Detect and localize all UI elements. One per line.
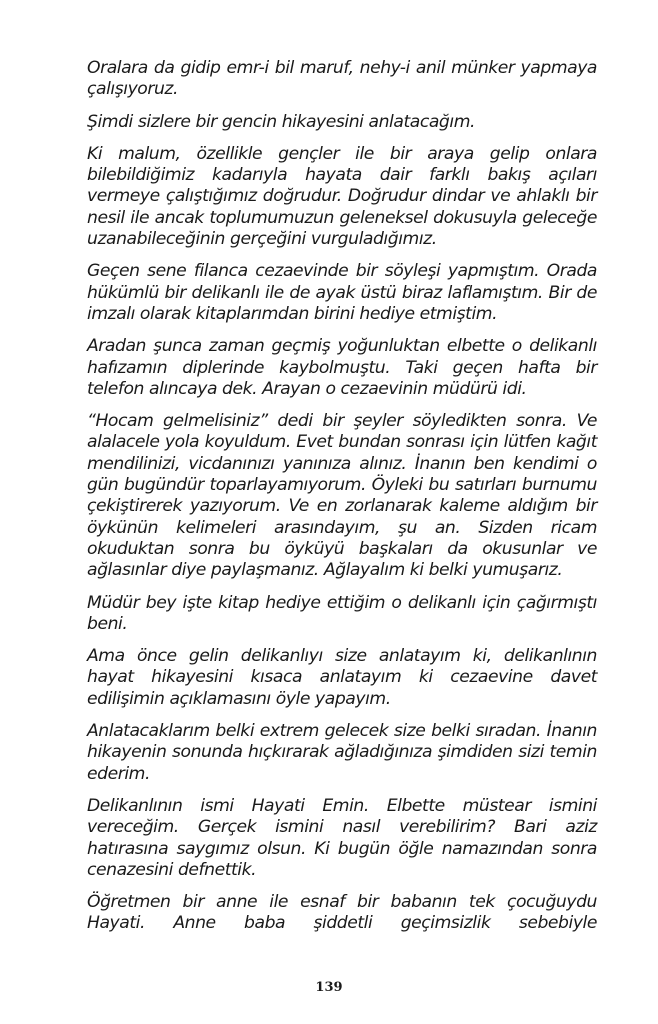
page-number: 139: [315, 980, 343, 995]
paragraph-4: Geçen sene filanca cezaevinde bir söyleşi yapmıştım. Orada hükümlü bir delikanlı ile de ayak üstü biraz laflamıştım. Bir de imzalı olarak kitaplarımdan birini hediye etmiştim.: [87, 261, 597, 324]
paragraph-11: Öğretmen bir anne ile esnaf bir babanın tek çocuğuydu Hayati. Anne baba şiddetli geçimsizlik sebebiyle: [87, 892, 597, 934]
page-body: [87, 58, 597, 946]
paragraph-5: Aradan şunca zaman geçmiş yoğunluktan elbette o delikanlı hafızamın diplerinde kaybolmuştu. Taki geçen hafta bir telefon alıncaya dek. Arayan o cezaevinin müdürü idi.: [87, 336, 597, 399]
paragraph-6: “Hocam gelmelisiniz” dedi bir şeyler söyledikten sonra. Ve alalacele yola koyuldum. Evet bundan sonrası için lütfen kağıt mendilinizi, vicdanınızı yanınıza alınız. İnanın ben kendimi o gün bugündür toparlayamıyorum. Öyleki bu satırları burnumu çekiştirerek yazıyorum. Ve en zorlanarak kaleme aldığım bir öykünün kelimeleri arasındayım, şu an. Sizden ricam okuduktan sonra bu öyküyü başkaları da okusunlar ve ağlasınlar diye paylaşmanız. Ağlayalım ki belki yumuşarız.: [87, 411, 597, 581]
paragraph-1: Oralara da gidip emr-i bil maruf, nehy-i anil münker yapmaya çalışıyoruz.: [87, 58, 597, 100]
paragraph-2: Şimdi sizlere bir gencin hikayesini anlatacağım.: [87, 111, 475, 132]
paragraph-7: Müdür bey işte kitap hediye ettiğim o delikanlı için çağırmıştı beni.: [87, 592, 597, 634]
paragraph-9: Anlatacaklarım belki extrem gelecek size belki sıradan. İnanın hikayenin sonunda hıçkırarak ağladığınıza şimdiden sizi temin ederim.: [87, 721, 597, 784]
paragraph-10: Delikanlının ismi Hayati Emin. Elbette müstear ismini vereceğim. Gerçek ismini nasıl verebilirim? Bari aziz hatırasına saygımız olsun. Ki bugün öğle namazından sonra cenazesini defnettik.: [87, 795, 597, 880]
paragraph-8: Ama önce gelin delikanlıyı size anlatayım ki, delikanlının hayat hikayesini kısaca anlatayım ki cezaevine davet edilişimin açıklamasını öyle yapayım.: [87, 646, 597, 709]
paragraph-3: Ki malum, özellikle gençler ile bir araya gelip onlara bilebildiğimiz kadarıyla hayata dair farklı bakış açıları vermeye çalıştığımız doğrudur. Doğrudur dindar ve ahlaklı bir nesil ile ancak toplumumuzun geleneksel dokusuyla geleceğe uzanabileceğinin gerçeğini vurguladığımız.: [87, 143, 597, 250]
